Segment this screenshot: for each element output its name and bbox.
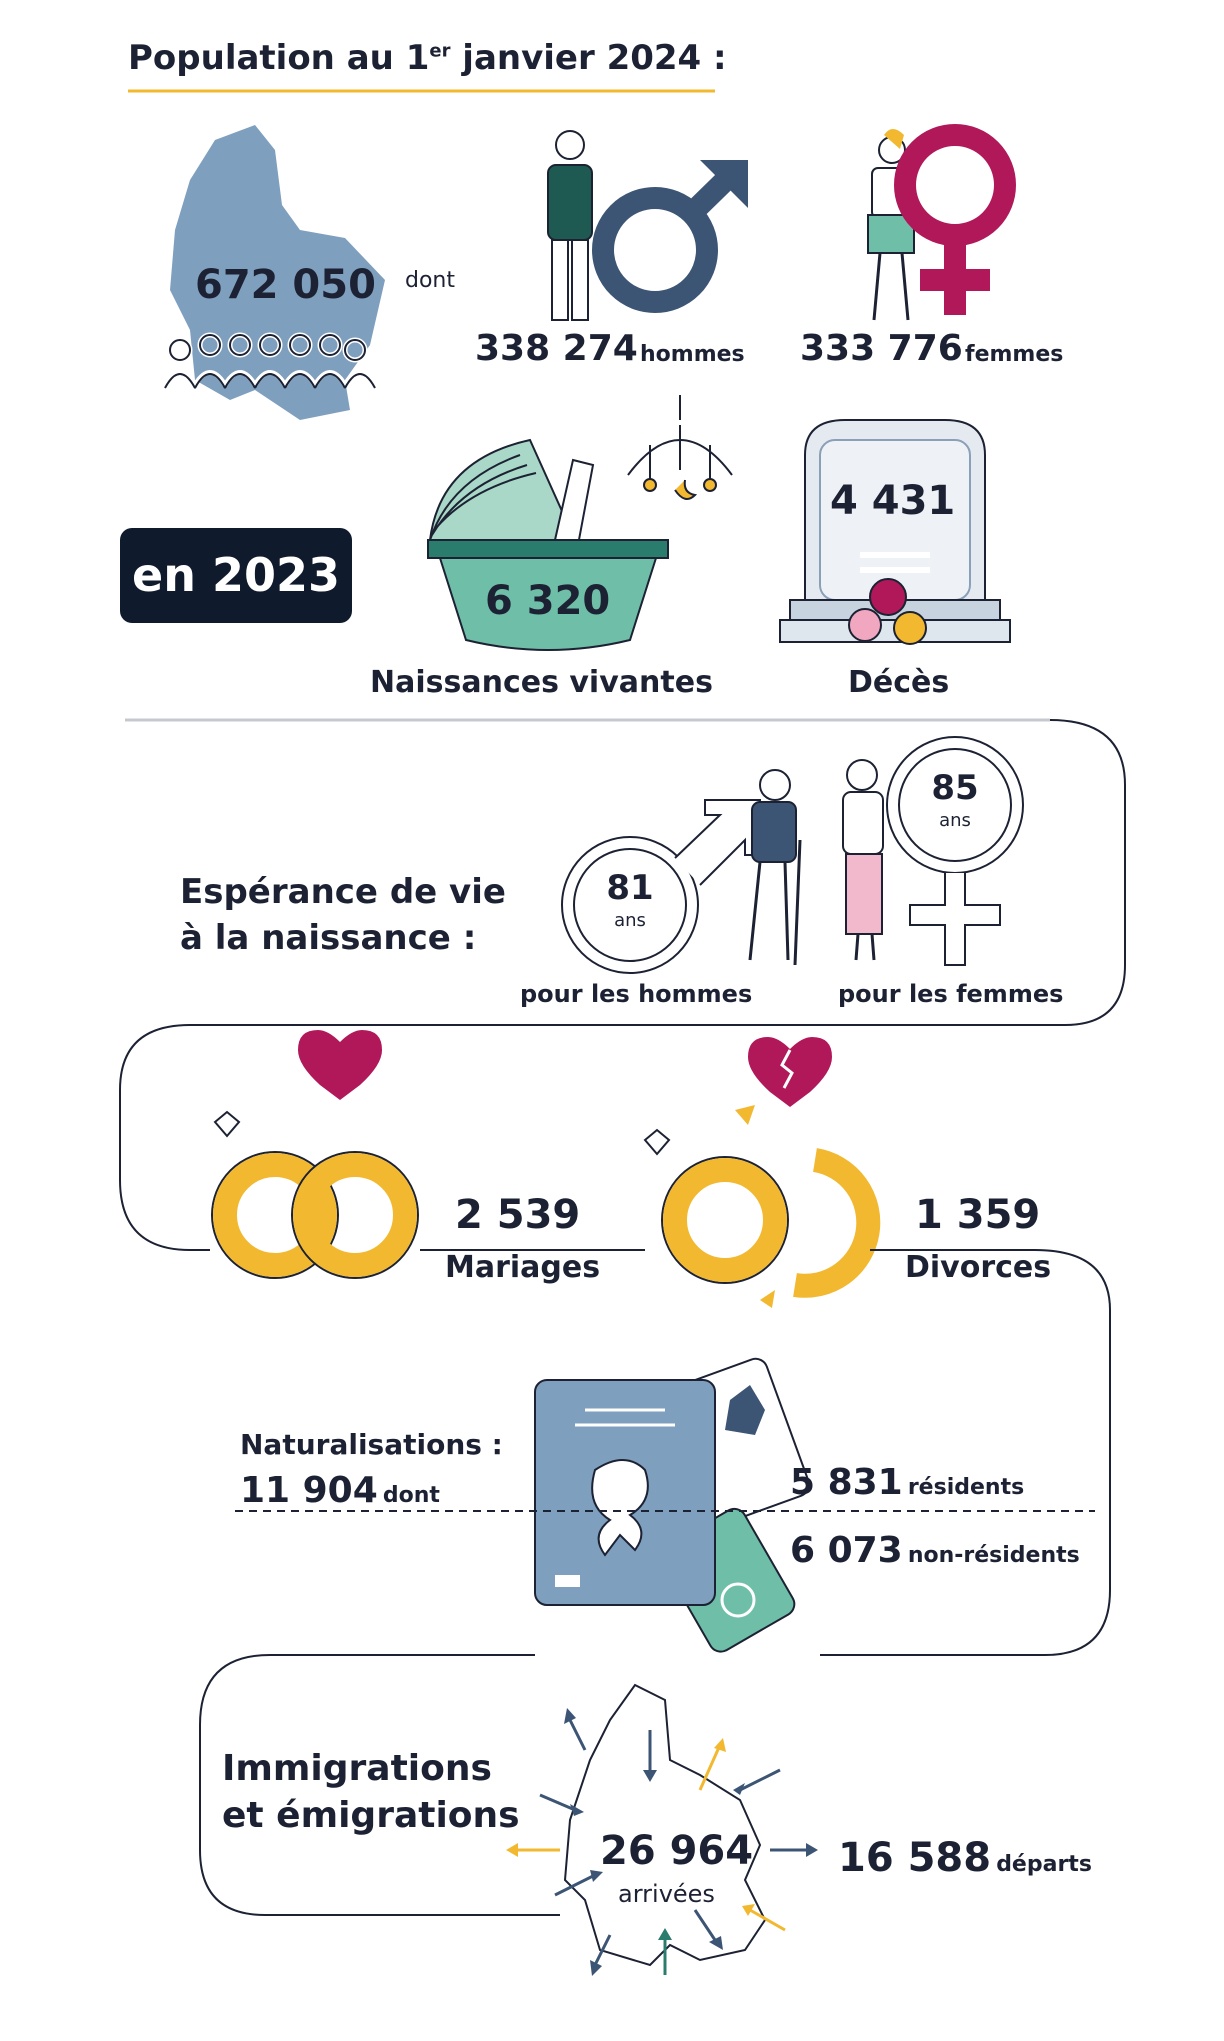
women-life-unit: ans: [939, 810, 971, 831]
departures-count: 16 588: [838, 1835, 992, 1881]
nonresidents-count: 6 073: [790, 1530, 903, 1571]
page-title: [128, 38, 727, 78]
naturalisations-dont: dont: [382, 1483, 440, 1508]
migration-title-2: et émigrations: [222, 1795, 520, 1836]
arrivals-count: 26 964: [600, 1828, 754, 1874]
male-life-symbol-icon: [562, 800, 760, 973]
deaths-count: 4 431: [830, 478, 956, 524]
men-life-unit: ans: [614, 910, 646, 931]
men-life-label: pour les hommes: [520, 980, 753, 1008]
life-expectancy-title-1: Espérance de vie: [180, 872, 506, 912]
births-count: 6 320: [485, 578, 611, 624]
title-superscript: er: [429, 40, 451, 62]
luxembourg-outline-icon: [565, 1685, 765, 1965]
title-prefix: Population au 1: [128, 38, 430, 78]
residents-row: [790, 1462, 1024, 1503]
divorces-count: 1 359: [915, 1192, 1041, 1238]
divorces-label: Divorces: [905, 1250, 1052, 1285]
tombstone-icon: [780, 420, 1010, 644]
departures-row: [838, 1835, 1092, 1881]
departures-label: départs: [996, 1852, 1092, 1877]
baby-mobile-icon: [628, 395, 732, 499]
population-dont: dont: [405, 268, 455, 293]
marriages-count: 2 539: [455, 1192, 581, 1238]
men-life-value: 81: [606, 868, 654, 908]
marriages-label: Mariages: [445, 1250, 601, 1285]
births-label: Naissances vivantes: [370, 665, 713, 700]
women-life-label: pour les femmes: [838, 980, 1064, 1008]
naturalisations-title: Naturalisations :: [240, 1428, 503, 1461]
title-suffix: janvier 2024 :: [450, 38, 727, 78]
female-symbol-icon: [905, 135, 1005, 315]
year-badge-label: en 2023: [132, 548, 340, 602]
passport-icon: [535, 1355, 812, 1656]
heart-icon: [298, 1030, 382, 1100]
nonresidents-row: [790, 1530, 1080, 1571]
nonresidents-label: non-résidents: [907, 1543, 1080, 1568]
women-label: femmes: [965, 342, 1064, 367]
broken-rings-icon: [645, 1105, 868, 1308]
migration-title-1: Immigrations: [222, 1748, 492, 1789]
arrivals-label: arrivées: [618, 1880, 715, 1908]
residents-count: 5 831: [790, 1462, 903, 1503]
wedding-rings-icon: [212, 1112, 418, 1278]
women-life-value: 85: [931, 768, 979, 808]
man-figure-icon: [548, 131, 592, 320]
naturalisations-total: 11 904: [240, 1470, 378, 1511]
deaths-label: Décès: [848, 665, 950, 700]
old-woman-figure-icon: [843, 760, 883, 960]
male-symbol-icon: [603, 168, 738, 302]
life-expectancy-title-2: à la naissance :: [180, 918, 477, 958]
residents-label: résidents: [907, 1475, 1025, 1500]
population-total: 672 050: [195, 262, 376, 308]
men-count: 338 274: [475, 328, 638, 369]
women-count: 333 776: [800, 328, 963, 369]
men-label: hommes: [640, 342, 745, 367]
naturalisations-total-row: [240, 1470, 440, 1511]
